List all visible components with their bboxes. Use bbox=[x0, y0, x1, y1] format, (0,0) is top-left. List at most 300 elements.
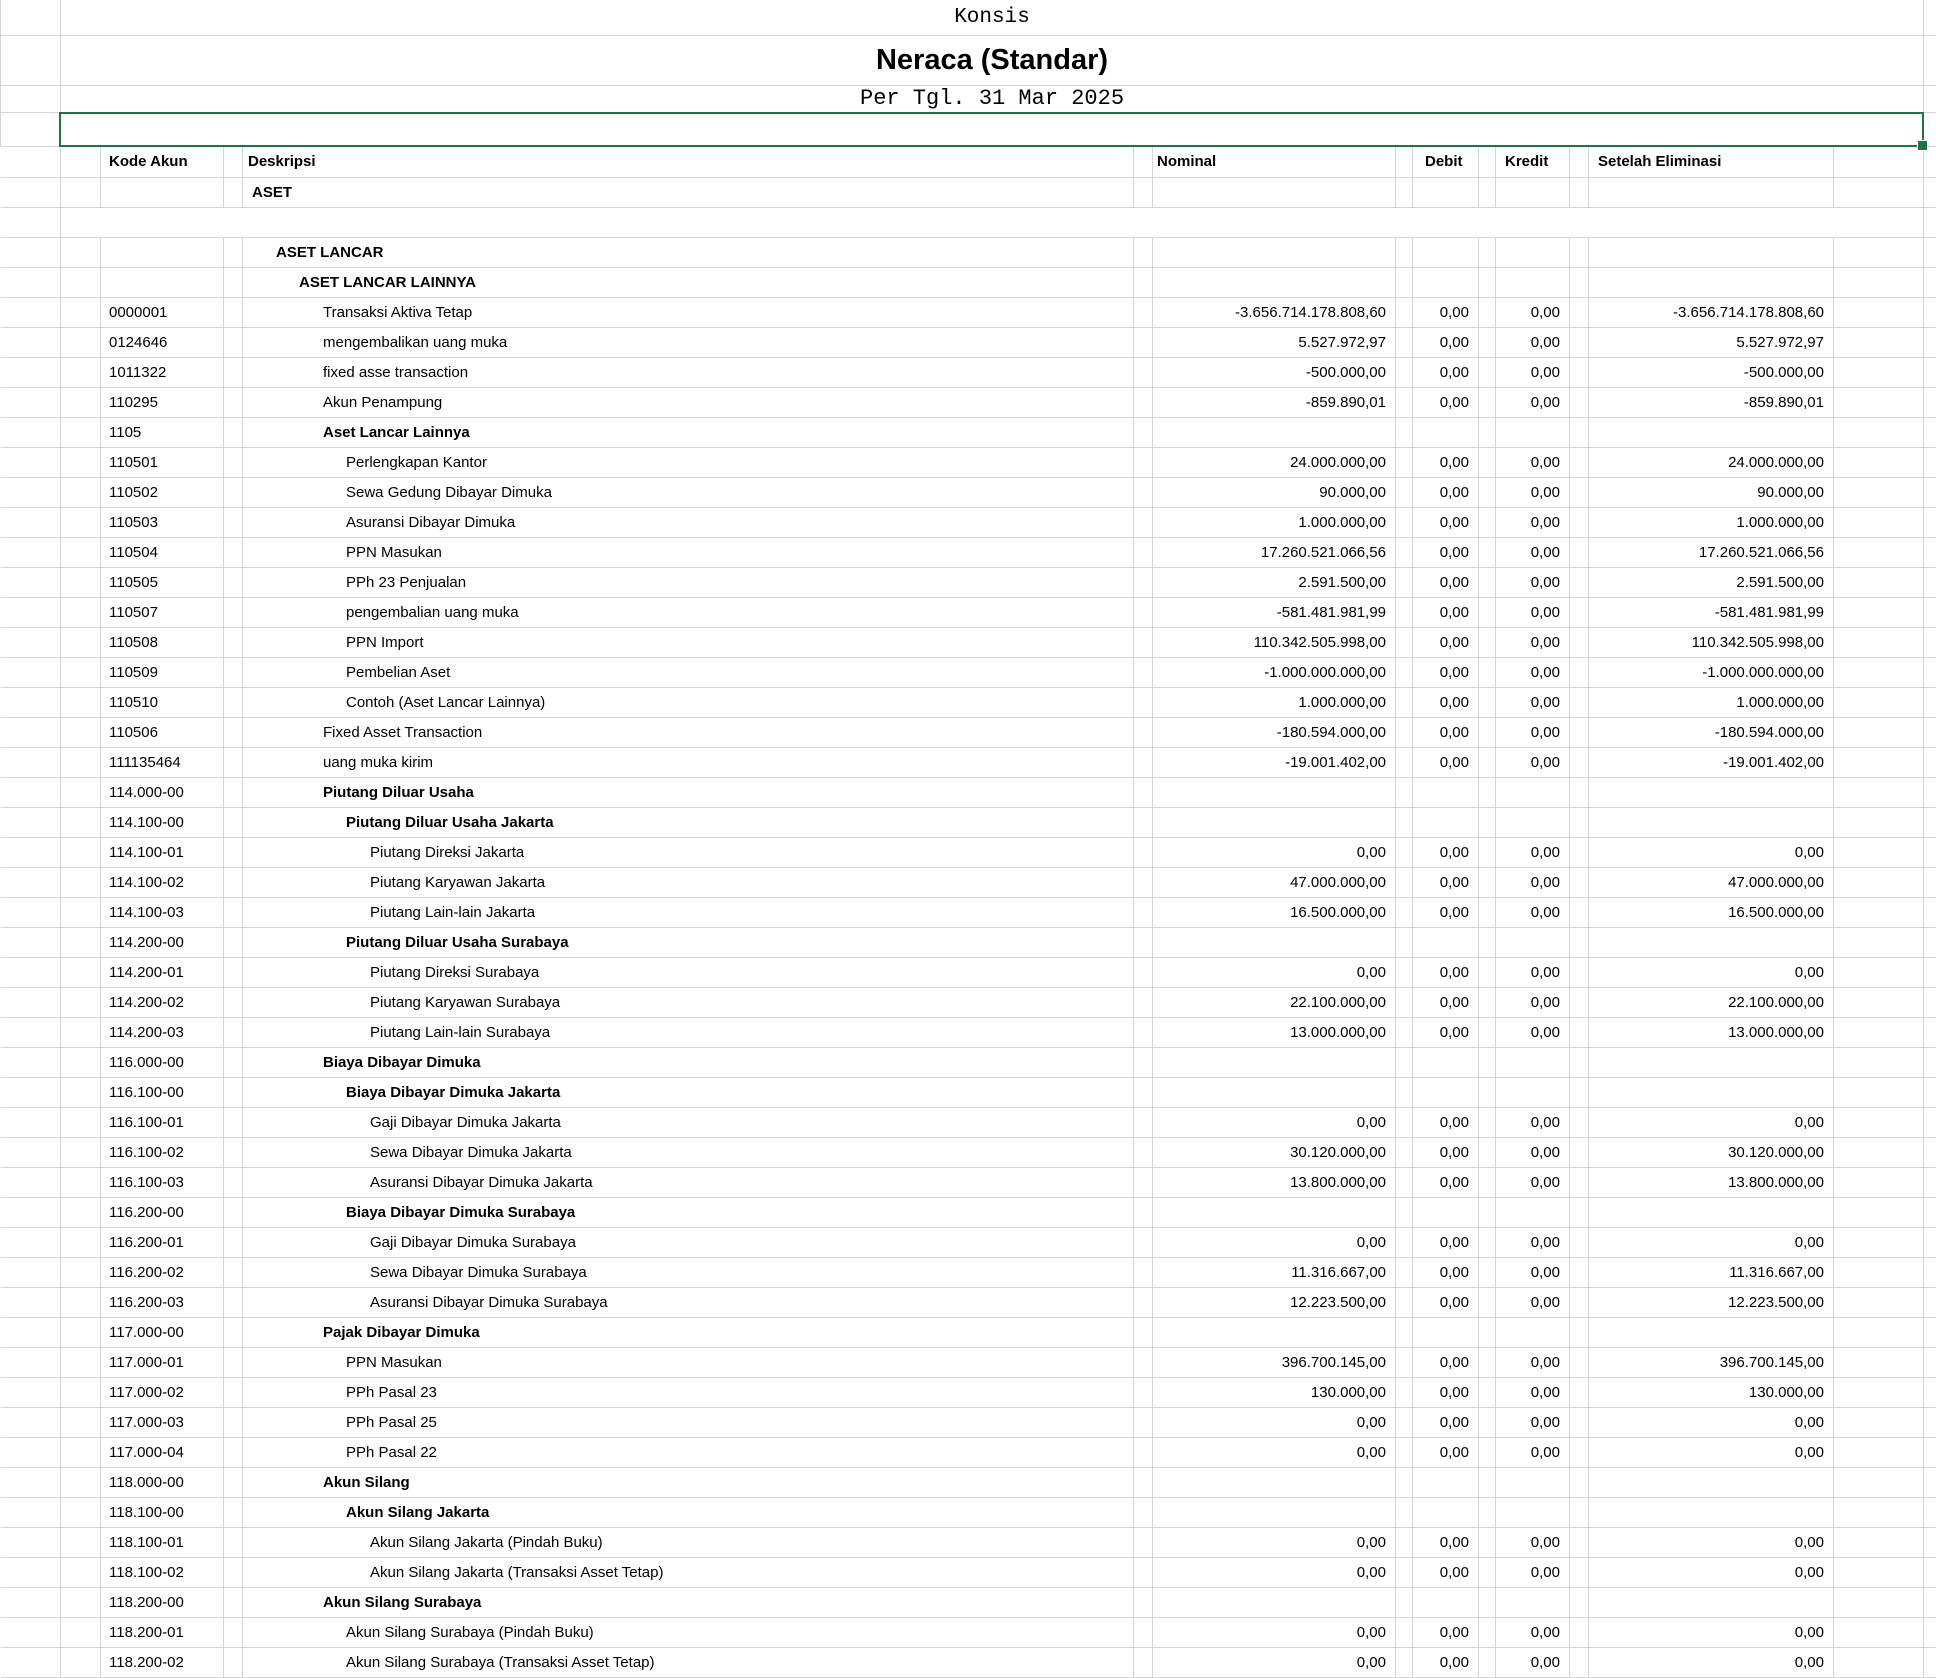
cell-debit[interactable]: 0,00 bbox=[1413, 1287, 1479, 1317]
cell-setelah-eliminasi[interactable]: -859.890,01 bbox=[1589, 387, 1834, 417]
cell-setelah-eliminasi[interactable]: 0,00 bbox=[1589, 1617, 1834, 1647]
cell-kredit[interactable] bbox=[1496, 777, 1570, 807]
cell-kode-akun[interactable]: 116.100-00 bbox=[101, 1077, 224, 1107]
cell-deskripsi[interactable]: Gaji Dibayar Dimuka Surabaya bbox=[243, 1227, 1134, 1257]
blank-merged-cell[interactable] bbox=[61, 207, 1924, 237]
cell-debit[interactable] bbox=[1413, 927, 1479, 957]
cell-nominal[interactable] bbox=[1153, 1197, 1396, 1227]
cell-setelah-eliminasi[interactable]: 90.000,00 bbox=[1589, 477, 1834, 507]
column-header-nominal[interactable]: Nominal bbox=[1153, 146, 1396, 177]
cell-kredit[interactable] bbox=[1496, 417, 1570, 447]
cell-deskripsi[interactable]: PPh Pasal 23 bbox=[243, 1377, 1134, 1407]
column-header-kode-akun[interactable]: Kode Akun bbox=[101, 146, 224, 177]
cell-kredit[interactable]: 0,00 bbox=[1496, 387, 1570, 417]
cell-kode-akun[interactable]: 117.000-01 bbox=[101, 1347, 224, 1377]
cell-debit[interactable]: 0,00 bbox=[1413, 1437, 1479, 1467]
cell-nominal[interactable]: 0,00 bbox=[1153, 957, 1396, 987]
cell-setelah-eliminasi[interactable]: 1.000.000,00 bbox=[1589, 687, 1834, 717]
cell-kode-akun[interactable]: 116.200-00 bbox=[101, 1197, 224, 1227]
cell-kode-akun[interactable]: 114.100-02 bbox=[101, 867, 224, 897]
cell-debit[interactable]: 0,00 bbox=[1413, 447, 1479, 477]
cell-debit[interactable]: 0,00 bbox=[1413, 297, 1479, 327]
cell-kode-akun[interactable] bbox=[101, 177, 224, 207]
cell-nominal[interactable] bbox=[1153, 777, 1396, 807]
cell-debit[interactable]: 0,00 bbox=[1413, 1017, 1479, 1047]
cell-kredit[interactable]: 0,00 bbox=[1496, 327, 1570, 357]
cell-debit[interactable]: 0,00 bbox=[1413, 1227, 1479, 1257]
cell-debit[interactable]: 0,00 bbox=[1413, 657, 1479, 687]
cell-kode-akun[interactable]: 118.200-02 bbox=[101, 1647, 224, 1677]
cell-kredit[interactable]: 0,00 bbox=[1496, 297, 1570, 327]
cell-kredit[interactable]: 0,00 bbox=[1496, 477, 1570, 507]
cell-kredit[interactable] bbox=[1496, 927, 1570, 957]
cell-kode-akun[interactable]: 114.200-03 bbox=[101, 1017, 224, 1047]
cell-kode-akun[interactable]: 118.100-01 bbox=[101, 1527, 224, 1557]
cell-setelah-eliminasi[interactable]: 396.700.145,00 bbox=[1589, 1347, 1834, 1377]
cell-deskripsi[interactable]: Pajak Dibayar Dimuka bbox=[243, 1317, 1134, 1347]
cell-deskripsi[interactable]: Akun Silang Jakarta (Pindah Buku) bbox=[243, 1527, 1134, 1557]
cell-debit[interactable]: 0,00 bbox=[1413, 987, 1479, 1017]
cell-kode-akun[interactable]: 110502 bbox=[101, 477, 224, 507]
cell-setelah-eliminasi[interactable] bbox=[1589, 237, 1834, 267]
cell-deskripsi[interactable]: Akun Silang Jakarta bbox=[243, 1497, 1134, 1527]
cell-deskripsi[interactable]: Sewa Gedung Dibayar Dimuka bbox=[243, 477, 1134, 507]
cell-nominal[interactable]: -180.594.000,00 bbox=[1153, 717, 1396, 747]
cell-nominal[interactable]: 24.000.000,00 bbox=[1153, 447, 1396, 477]
cell-setelah-eliminasi[interactable] bbox=[1589, 1467, 1834, 1497]
cell-kredit[interactable]: 0,00 bbox=[1496, 1257, 1570, 1287]
cell-kode-akun[interactable]: 116.100-02 bbox=[101, 1137, 224, 1167]
cell-nominal[interactable]: 17.260.521.066,56 bbox=[1153, 537, 1396, 567]
cell-deskripsi[interactable]: Akun Silang Surabaya (Transaksi Asset Tetap) bbox=[243, 1647, 1134, 1677]
cell-debit[interactable] bbox=[1413, 1077, 1479, 1107]
cell-kredit[interactable]: 0,00 bbox=[1496, 1107, 1570, 1137]
cell-kode-akun[interactable]: 110505 bbox=[101, 567, 224, 597]
cell-setelah-eliminasi[interactable] bbox=[1589, 177, 1834, 207]
cell-kode-akun[interactable]: 1011322 bbox=[101, 357, 224, 387]
cell-deskripsi[interactable]: mengembalikan uang muka bbox=[243, 327, 1134, 357]
column-header-setelah-eliminasi[interactable]: Setelah Eliminasi bbox=[1589, 146, 1834, 177]
cell-nominal[interactable]: 110.342.505.998,00 bbox=[1153, 627, 1396, 657]
cell-deskripsi[interactable]: PPN Masukan bbox=[243, 537, 1134, 567]
report-scope-cell[interactable]: Konsis bbox=[61, 0, 1924, 35]
cell-deskripsi[interactable]: Akun Penampung bbox=[243, 387, 1134, 417]
cell-kode-akun[interactable]: 110507 bbox=[101, 597, 224, 627]
cell-debit[interactable] bbox=[1413, 1197, 1479, 1227]
cell-nominal[interactable] bbox=[1153, 1047, 1396, 1077]
cell-deskripsi[interactable]: Sewa Dibayar Dimuka Surabaya bbox=[243, 1257, 1134, 1287]
cell-kredit[interactable]: 0,00 bbox=[1496, 687, 1570, 717]
cell-kode-akun[interactable]: 1105 bbox=[101, 417, 224, 447]
cell-kredit[interactable]: 0,00 bbox=[1496, 1167, 1570, 1197]
cell-debit[interactable]: 0,00 bbox=[1413, 1107, 1479, 1137]
cell-kredit[interactable]: 0,00 bbox=[1496, 657, 1570, 687]
column-header-kredit[interactable]: Kredit bbox=[1496, 146, 1570, 177]
cell-debit[interactable]: 0,00 bbox=[1413, 1557, 1479, 1587]
cell-deskripsi[interactable]: Aset Lancar Lainnya bbox=[243, 417, 1134, 447]
cell-setelah-eliminasi[interactable]: 0,00 bbox=[1589, 1437, 1834, 1467]
cell-kode-akun[interactable]: 0000001 bbox=[101, 297, 224, 327]
cell-nominal[interactable] bbox=[1153, 807, 1396, 837]
cell-kredit[interactable]: 0,00 bbox=[1496, 1227, 1570, 1257]
cell-setelah-eliminasi[interactable]: 0,00 bbox=[1589, 1647, 1834, 1677]
cell-nominal[interactable]: 130.000,00 bbox=[1153, 1377, 1396, 1407]
cell-deskripsi[interactable]: ASET LANCAR bbox=[243, 237, 1134, 267]
cell-kredit[interactable]: 0,00 bbox=[1496, 597, 1570, 627]
cell-nominal[interactable]: 5.527.972,97 bbox=[1153, 327, 1396, 357]
cell-debit[interactable]: 0,00 bbox=[1413, 1407, 1479, 1437]
cell-kode-akun[interactable]: 116.100-01 bbox=[101, 1107, 224, 1137]
cell-setelah-eliminasi[interactable]: 17.260.521.066,56 bbox=[1589, 537, 1834, 567]
cell-kode-akun[interactable]: 118.100-00 bbox=[101, 1497, 224, 1527]
cell-kode-akun[interactable]: 117.000-03 bbox=[101, 1407, 224, 1437]
cell-kode-akun[interactable]: 110503 bbox=[101, 507, 224, 537]
cell-kredit[interactable]: 0,00 bbox=[1496, 987, 1570, 1017]
cell-setelah-eliminasi[interactable]: 110.342.505.998,00 bbox=[1589, 627, 1834, 657]
cell-deskripsi[interactable]: PPh Pasal 25 bbox=[243, 1407, 1134, 1437]
cell-debit[interactable]: 0,00 bbox=[1413, 537, 1479, 567]
cell-deskripsi[interactable]: Contoh (Aset Lancar Lainnya) bbox=[243, 687, 1134, 717]
report-date-cell[interactable]: Per Tgl. 31 Mar 2025 bbox=[61, 85, 1924, 112]
cell-setelah-eliminasi[interactable]: 0,00 bbox=[1589, 1527, 1834, 1557]
cell-setelah-eliminasi[interactable]: 0,00 bbox=[1589, 1227, 1834, 1257]
cell-nominal[interactable]: 2.591.500,00 bbox=[1153, 567, 1396, 597]
cell-debit[interactable] bbox=[1413, 1467, 1479, 1497]
cell-nominal[interactable]: 11.316.667,00 bbox=[1153, 1257, 1396, 1287]
cell-setelah-eliminasi[interactable] bbox=[1589, 267, 1834, 297]
cell-kode-akun[interactable]: 0124646 bbox=[101, 327, 224, 357]
cell-debit[interactable]: 0,00 bbox=[1413, 1257, 1479, 1287]
cell-debit[interactable]: 0,00 bbox=[1413, 1137, 1479, 1167]
cell-deskripsi[interactable]: Piutang Lain-lain Surabaya bbox=[243, 1017, 1134, 1047]
cell-nominal[interactable]: 0,00 bbox=[1153, 1107, 1396, 1137]
cell-nominal[interactable] bbox=[1153, 1317, 1396, 1347]
cell-setelah-eliminasi[interactable]: -3.656.714.178.808,60 bbox=[1589, 297, 1834, 327]
cell-nominal[interactable] bbox=[1153, 927, 1396, 957]
cell-kode-akun[interactable]: 114.100-00 bbox=[101, 807, 224, 837]
cell-kode-akun[interactable]: 114.200-00 bbox=[101, 927, 224, 957]
cell-setelah-eliminasi[interactable]: -500.000,00 bbox=[1589, 357, 1834, 387]
cell-setelah-eliminasi[interactable]: 22.100.000,00 bbox=[1589, 987, 1834, 1017]
cell-deskripsi[interactable]: uang muka kirim bbox=[243, 747, 1134, 777]
cell-nominal[interactable] bbox=[1153, 1497, 1396, 1527]
cell-deskripsi[interactable]: Biaya Dibayar Dimuka Surabaya bbox=[243, 1197, 1134, 1227]
cell-debit[interactable]: 0,00 bbox=[1413, 507, 1479, 537]
cell-setelah-eliminasi[interactable]: 24.000.000,00 bbox=[1589, 447, 1834, 477]
cell-deskripsi[interactable]: fixed asse transaction bbox=[243, 357, 1134, 387]
cell-kode-akun[interactable]: 118.200-01 bbox=[101, 1617, 224, 1647]
cell-kode-akun[interactable]: 110295 bbox=[101, 387, 224, 417]
cell-debit[interactable]: 0,00 bbox=[1413, 837, 1479, 867]
cell-kode-akun[interactable]: 118.100-02 bbox=[101, 1557, 224, 1587]
cell-kredit[interactable]: 0,00 bbox=[1496, 1527, 1570, 1557]
cell-nominal[interactable] bbox=[1153, 267, 1396, 297]
cell-deskripsi[interactable]: Asuransi Dibayar Dimuka Surabaya bbox=[243, 1287, 1134, 1317]
cell-kredit[interactable]: 0,00 bbox=[1496, 1617, 1570, 1647]
cell-kredit[interactable]: 0,00 bbox=[1496, 1647, 1570, 1677]
cell-deskripsi[interactable]: Piutang Diluar Usaha bbox=[243, 777, 1134, 807]
cell-nominal[interactable]: 1.000.000,00 bbox=[1153, 687, 1396, 717]
cell-setelah-eliminasi[interactable] bbox=[1589, 1587, 1834, 1617]
cell-deskripsi[interactable]: Piutang Diluar Usaha Jakarta bbox=[243, 807, 1134, 837]
cell-debit[interactable]: 0,00 bbox=[1413, 567, 1479, 597]
cell-debit[interactable]: 0,00 bbox=[1413, 597, 1479, 627]
cell-setelah-eliminasi[interactable]: -180.594.000,00 bbox=[1589, 717, 1834, 747]
cell-kode-akun[interactable]: 110510 bbox=[101, 687, 224, 717]
cell-kredit[interactable] bbox=[1496, 1587, 1570, 1617]
cell-nominal[interactable]: 47.000.000,00 bbox=[1153, 867, 1396, 897]
cell-kode-akun[interactable]: 114.100-03 bbox=[101, 897, 224, 927]
cell-kredit[interactable]: 0,00 bbox=[1496, 957, 1570, 987]
cell-kredit[interactable] bbox=[1496, 177, 1570, 207]
cell-kredit[interactable] bbox=[1496, 1317, 1570, 1347]
cell-debit[interactable]: 0,00 bbox=[1413, 1377, 1479, 1407]
cell-nominal[interactable]: 90.000,00 bbox=[1153, 477, 1396, 507]
column-header-debit[interactable]: Debit bbox=[1413, 146, 1479, 177]
cell-kode-akun[interactable]: 110509 bbox=[101, 657, 224, 687]
cell-kode-akun[interactable]: 116.200-01 bbox=[101, 1227, 224, 1257]
cell-kredit[interactable] bbox=[1496, 807, 1570, 837]
cell-debit[interactable]: 0,00 bbox=[1413, 327, 1479, 357]
cell-debit[interactable]: 0,00 bbox=[1413, 747, 1479, 777]
cell-deskripsi[interactable]: ASET bbox=[243, 177, 1134, 207]
cell-setelah-eliminasi[interactable]: 47.000.000,00 bbox=[1589, 867, 1834, 897]
cell-nominal[interactable]: 0,00 bbox=[1153, 1227, 1396, 1257]
cell-deskripsi[interactable]: Akun Silang Jakarta (Transaksi Asset Tetap) bbox=[243, 1557, 1134, 1587]
cell-nominal[interactable]: 0,00 bbox=[1153, 837, 1396, 867]
cell-nominal[interactable]: -19.001.402,00 bbox=[1153, 747, 1396, 777]
cell-setelah-eliminasi[interactable] bbox=[1589, 1497, 1834, 1527]
cell-setelah-eliminasi[interactable]: 2.591.500,00 bbox=[1589, 567, 1834, 597]
cell-nominal[interactable]: -500.000,00 bbox=[1153, 357, 1396, 387]
cell-kredit[interactable] bbox=[1496, 1497, 1570, 1527]
cell-kredit[interactable]: 0,00 bbox=[1496, 1407, 1570, 1437]
cell-debit[interactable]: 0,00 bbox=[1413, 717, 1479, 747]
cell-debit[interactable] bbox=[1413, 807, 1479, 837]
cell-debit[interactable]: 0,00 bbox=[1413, 387, 1479, 417]
cell-kode-akun[interactable]: 114.000-00 bbox=[101, 777, 224, 807]
cell-debit[interactable]: 0,00 bbox=[1413, 1347, 1479, 1377]
cell-kredit[interactable]: 0,00 bbox=[1496, 867, 1570, 897]
cell-kredit[interactable]: 0,00 bbox=[1496, 627, 1570, 657]
cell-nominal[interactable]: 396.700.145,00 bbox=[1153, 1347, 1396, 1377]
cell-setelah-eliminasi[interactable] bbox=[1589, 1197, 1834, 1227]
cell-nominal[interactable]: 0,00 bbox=[1153, 1437, 1396, 1467]
cell-nominal[interactable]: 0,00 bbox=[1153, 1557, 1396, 1587]
cell-kredit[interactable]: 0,00 bbox=[1496, 1557, 1570, 1587]
cell-setelah-eliminasi[interactable] bbox=[1589, 1047, 1834, 1077]
cell-kode-akun[interactable]: 117.000-02 bbox=[101, 1377, 224, 1407]
cell-debit[interactable]: 0,00 bbox=[1413, 1527, 1479, 1557]
cell-debit[interactable]: 0,00 bbox=[1413, 897, 1479, 927]
cell-debit[interactable] bbox=[1413, 177, 1479, 207]
cell-nominal[interactable]: 0,00 bbox=[1153, 1527, 1396, 1557]
column-header-deskripsi[interactable]: Deskripsi bbox=[243, 146, 1134, 177]
cell-deskripsi[interactable]: Fixed Asset Transaction bbox=[243, 717, 1134, 747]
cell-nominal[interactable]: 12.223.500,00 bbox=[1153, 1287, 1396, 1317]
cell-kredit[interactable]: 0,00 bbox=[1496, 747, 1570, 777]
cell-nominal[interactable]: -1.000.000.000,00 bbox=[1153, 657, 1396, 687]
cell-nominal[interactable]: 0,00 bbox=[1153, 1647, 1396, 1677]
cell-setelah-eliminasi[interactable]: 0,00 bbox=[1589, 1557, 1834, 1587]
cell-kredit[interactable] bbox=[1496, 1467, 1570, 1497]
cell-setelah-eliminasi[interactable]: 0,00 bbox=[1589, 1107, 1834, 1137]
cell-deskripsi[interactable]: Piutang Diluar Usaha Surabaya bbox=[243, 927, 1134, 957]
cell-kredit[interactable]: 0,00 bbox=[1496, 1017, 1570, 1047]
cell-nominal[interactable]: 13.800.000,00 bbox=[1153, 1167, 1396, 1197]
cell-kredit[interactable]: 0,00 bbox=[1496, 897, 1570, 927]
cell-kode-akun[interactable]: 118.200-00 bbox=[101, 1587, 224, 1617]
cell-nominal[interactable]: 1.000.000,00 bbox=[1153, 507, 1396, 537]
cell-nominal[interactable] bbox=[1153, 1077, 1396, 1107]
cell-deskripsi[interactable]: Piutang Karyawan Jakarta bbox=[243, 867, 1134, 897]
cell-nominal[interactable]: 0,00 bbox=[1153, 1617, 1396, 1647]
cell-kode-akun[interactable]: 110501 bbox=[101, 447, 224, 477]
cell-setelah-eliminasi[interactable]: -581.481.981,99 bbox=[1589, 597, 1834, 627]
cell-kredit[interactable]: 0,00 bbox=[1496, 537, 1570, 567]
cell-setelah-eliminasi[interactable]: 0,00 bbox=[1589, 957, 1834, 987]
cell-setelah-eliminasi[interactable] bbox=[1589, 777, 1834, 807]
report-title-cell[interactable]: Neraca (Standar) bbox=[61, 35, 1924, 85]
cell-setelah-eliminasi[interactable] bbox=[1589, 927, 1834, 957]
cell-kode-akun[interactable]: 116.000-00 bbox=[101, 1047, 224, 1077]
cell-kode-akun[interactable]: 117.000-04 bbox=[101, 1437, 224, 1467]
cell-deskripsi[interactable]: Biaya Dibayar Dimuka Jakarta bbox=[243, 1077, 1134, 1107]
cell-deskripsi[interactable]: Biaya Dibayar Dimuka bbox=[243, 1047, 1134, 1077]
selection-fill-handle[interactable] bbox=[1917, 140, 1928, 151]
cell-deskripsi[interactable]: Perlengkapan Kantor bbox=[243, 447, 1134, 477]
cell-kode-akun[interactable]: 110508 bbox=[101, 627, 224, 657]
cell-nominal[interactable] bbox=[1153, 1587, 1396, 1617]
cell-debit[interactable]: 0,00 bbox=[1413, 867, 1479, 897]
cell-nominal[interactable]: -581.481.981,99 bbox=[1153, 597, 1396, 627]
cell-nominal[interactable]: -3.656.714.178.808,60 bbox=[1153, 297, 1396, 327]
cell-kredit[interactable]: 0,00 bbox=[1496, 837, 1570, 867]
cell-deskripsi[interactable]: Sewa Dibayar Dimuka Jakarta bbox=[243, 1137, 1134, 1167]
cell-kode-akun[interactable] bbox=[101, 237, 224, 267]
cell-debit[interactable]: 0,00 bbox=[1413, 957, 1479, 987]
cell-setelah-eliminasi[interactable]: 0,00 bbox=[1589, 1407, 1834, 1437]
cell-setelah-eliminasi[interactable]: 16.500.000,00 bbox=[1589, 897, 1834, 927]
cell-setelah-eliminasi[interactable]: 1.000.000,00 bbox=[1589, 507, 1834, 537]
cell-deskripsi[interactable]: PPN Import bbox=[243, 627, 1134, 657]
cell-deskripsi[interactable]: Akun Silang Surabaya bbox=[243, 1587, 1134, 1617]
cell-kredit[interactable]: 0,00 bbox=[1496, 717, 1570, 747]
cell-nominal[interactable] bbox=[1153, 237, 1396, 267]
cell-kredit[interactable] bbox=[1496, 237, 1570, 267]
cell-setelah-eliminasi[interactable]: 12.223.500,00 bbox=[1589, 1287, 1834, 1317]
cell-kode-akun[interactable]: 114.200-01 bbox=[101, 957, 224, 987]
cell-debit[interactable] bbox=[1413, 777, 1479, 807]
cell-setelah-eliminasi[interactable] bbox=[1589, 417, 1834, 447]
cell-kredit[interactable] bbox=[1496, 1047, 1570, 1077]
cell-setelah-eliminasi[interactable]: -19.001.402,00 bbox=[1589, 747, 1834, 777]
cell-deskripsi[interactable]: Piutang Direksi Jakarta bbox=[243, 837, 1134, 867]
cell-debit[interactable]: 0,00 bbox=[1413, 477, 1479, 507]
cell-kredit[interactable]: 0,00 bbox=[1496, 1287, 1570, 1317]
cell-debit[interactable] bbox=[1413, 1047, 1479, 1077]
cell-setelah-eliminasi[interactable]: 13.000.000,00 bbox=[1589, 1017, 1834, 1047]
cell-deskripsi[interactable]: Akun Silang Surabaya (Pindah Buku) bbox=[243, 1617, 1134, 1647]
cell-setelah-eliminasi[interactable]: 30.120.000,00 bbox=[1589, 1137, 1834, 1167]
cell-kode-akun[interactable] bbox=[101, 267, 224, 297]
cell-setelah-eliminasi[interactable]: 0,00 bbox=[1589, 837, 1834, 867]
cell-nominal[interactable]: 22.100.000,00 bbox=[1153, 987, 1396, 1017]
cell-kredit[interactable]: 0,00 bbox=[1496, 357, 1570, 387]
cell-deskripsi[interactable]: Asuransi Dibayar Dimuka bbox=[243, 507, 1134, 537]
cell-deskripsi[interactable]: Piutang Lain-lain Jakarta bbox=[243, 897, 1134, 927]
cell-kredit[interactable] bbox=[1496, 1077, 1570, 1107]
cell-nominal[interactable]: 13.000.000,00 bbox=[1153, 1017, 1396, 1047]
cell-debit[interactable] bbox=[1413, 1497, 1479, 1527]
cell-kode-akun[interactable]: 110504 bbox=[101, 537, 224, 567]
cell-kode-akun[interactable]: 116.200-03 bbox=[101, 1287, 224, 1317]
cell-setelah-eliminasi[interactable] bbox=[1589, 1077, 1834, 1107]
cell-debit[interactable]: 0,00 bbox=[1413, 1647, 1479, 1677]
cell-setelah-eliminasi[interactable] bbox=[1589, 807, 1834, 837]
cell-kredit[interactable]: 0,00 bbox=[1496, 567, 1570, 597]
cell-deskripsi[interactable]: PPh 23 Penjualan bbox=[243, 567, 1134, 597]
cell-deskripsi[interactable]: Piutang Karyawan Surabaya bbox=[243, 987, 1134, 1017]
cell-kode-akun[interactable]: 114.200-02 bbox=[101, 987, 224, 1017]
cell-deskripsi[interactable]: Piutang Direksi Surabaya bbox=[243, 957, 1134, 987]
cell-setelah-eliminasi[interactable]: 130.000,00 bbox=[1589, 1377, 1834, 1407]
cell-kredit[interactable]: 0,00 bbox=[1496, 1377, 1570, 1407]
cell-deskripsi[interactable]: PPh Pasal 22 bbox=[243, 1437, 1134, 1467]
cell-kode-akun[interactable]: 118.000-00 bbox=[101, 1467, 224, 1497]
cell-kredit[interactable] bbox=[1496, 267, 1570, 297]
cell-debit[interactable] bbox=[1413, 267, 1479, 297]
cell-setelah-eliminasi[interactable] bbox=[1589, 1317, 1834, 1347]
cell-debit[interactable]: 0,00 bbox=[1413, 627, 1479, 657]
cell-deskripsi[interactable]: PPN Masukan bbox=[243, 1347, 1134, 1377]
cell-deskripsi[interactable]: Gaji Dibayar Dimuka Jakarta bbox=[243, 1107, 1134, 1137]
cell-deskripsi[interactable]: Akun Silang bbox=[243, 1467, 1134, 1497]
cell-kredit[interactable]: 0,00 bbox=[1496, 507, 1570, 537]
cell-nominal[interactable]: -859.890,01 bbox=[1153, 387, 1396, 417]
cell-kredit[interactable]: 0,00 bbox=[1496, 1437, 1570, 1467]
cell-setelah-eliminasi[interactable]: 11.316.667,00 bbox=[1589, 1257, 1834, 1287]
cell-debit[interactable]: 0,00 bbox=[1413, 1167, 1479, 1197]
cell-kredit[interactable] bbox=[1496, 1197, 1570, 1227]
cell-debit[interactable] bbox=[1413, 417, 1479, 447]
cell-kode-akun[interactable]: 111135464 bbox=[101, 747, 224, 777]
cell-nominal[interactable] bbox=[1153, 177, 1396, 207]
cell-kode-akun[interactable]: 116.100-03 bbox=[101, 1167, 224, 1197]
cell-kredit[interactable]: 0,00 bbox=[1496, 1137, 1570, 1167]
cell-deskripsi[interactable]: pengembalian uang muka bbox=[243, 597, 1134, 627]
cell-debit[interactable]: 0,00 bbox=[1413, 687, 1479, 717]
cell-kredit[interactable]: 0,00 bbox=[1496, 447, 1570, 477]
cell-setelah-eliminasi[interactable]: -1.000.000.000,00 bbox=[1589, 657, 1834, 687]
cell-kredit[interactable]: 0,00 bbox=[1496, 1347, 1570, 1377]
cell-nominal[interactable]: 0,00 bbox=[1153, 1407, 1396, 1437]
cell-debit[interactable] bbox=[1413, 1317, 1479, 1347]
cell-nominal[interactable]: 30.120.000,00 bbox=[1153, 1137, 1396, 1167]
cell-debit[interactable]: 0,00 bbox=[1413, 357, 1479, 387]
cell-kode-akun[interactable]: 110506 bbox=[101, 717, 224, 747]
cell-nominal[interactable]: 16.500.000,00 bbox=[1153, 897, 1396, 927]
cell-setelah-eliminasi[interactable]: 5.527.972,97 bbox=[1589, 327, 1834, 357]
cell-deskripsi[interactable]: Asuransi Dibayar Dimuka Jakarta bbox=[243, 1167, 1134, 1197]
cell-deskripsi[interactable]: Pembelian Aset bbox=[243, 657, 1134, 687]
cell-deskripsi[interactable]: Transaksi Aktiva Tetap bbox=[243, 297, 1134, 327]
cell-kode-akun[interactable]: 117.000-00 bbox=[101, 1317, 224, 1347]
cell-debit[interactable] bbox=[1413, 237, 1479, 267]
cell-nominal[interactable] bbox=[1153, 417, 1396, 447]
cell-kode-akun[interactable]: 116.200-02 bbox=[101, 1257, 224, 1287]
cell-kode-akun[interactable]: 114.100-01 bbox=[101, 837, 224, 867]
